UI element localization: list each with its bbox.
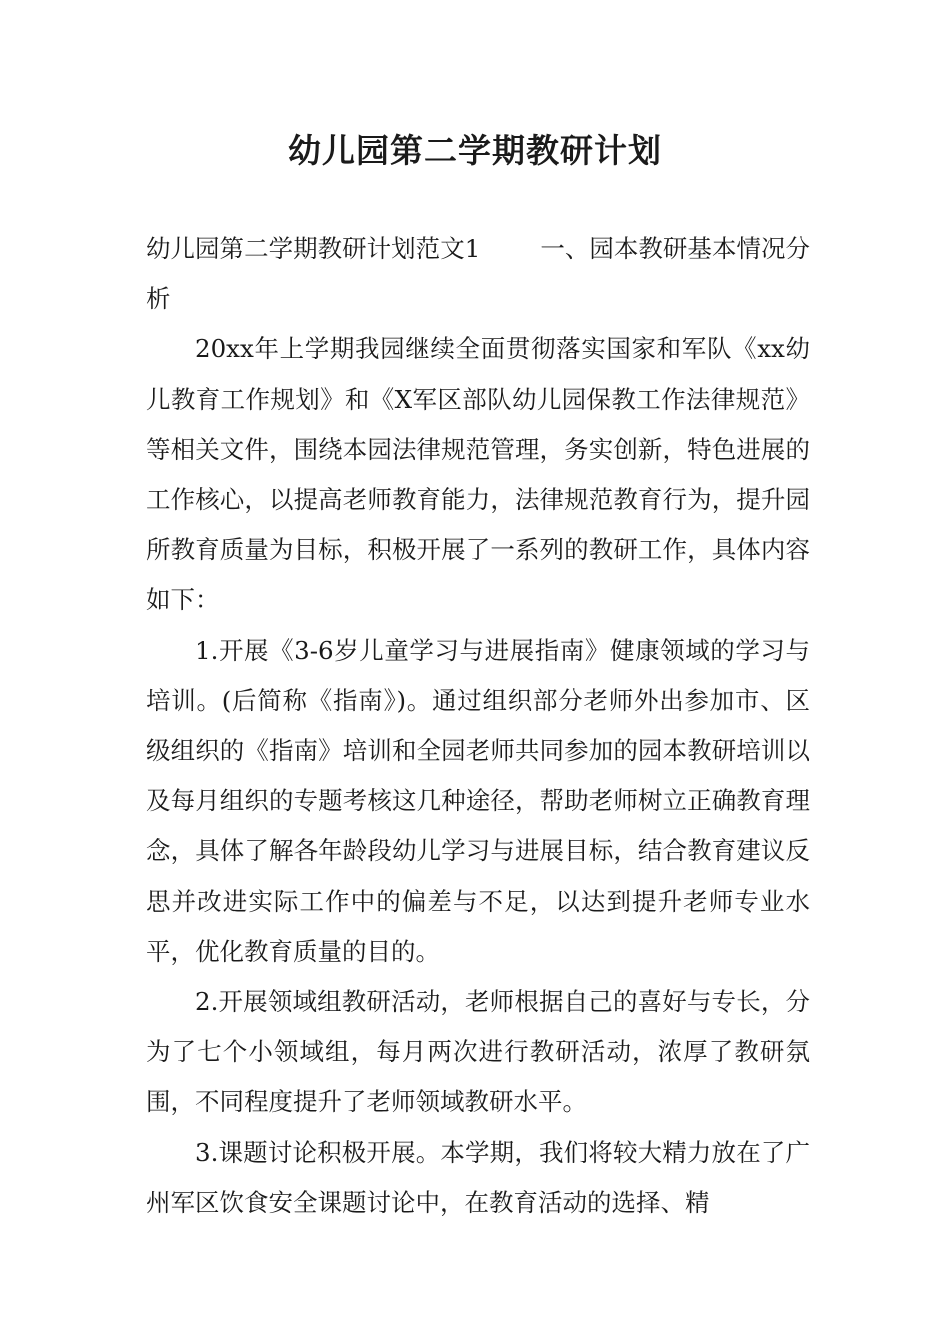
intro-heading-right: 一、园本教研基本情况分析 [146,234,810,314]
paragraph-item-1: 1.开展《3-6岁儿童学习与进展指南》健康领域的学习与培训。(后简称《指南》)。通过组织部分老师外出参加市、区级组织的《指南》培训和全园老师共同参加的园本教研培训以及每月组织的专题考核这几种途径，帮助老师树立正确教育理念，具体了解各年龄段幼儿学习与进展目标，结合教育建议反思并改进实际工作中的偏差与不足，以达到提升老师专业水平，优化教育质量的目的。 [146,635,810,966]
document-title: 幼儿园第二学期教研计划 [288,131,662,170]
document-body [146,224,810,1228]
intro-heading-left: 幼儿园第二学期教研计划范文1 [146,234,481,263]
intro-heading [146,224,810,324]
paragraph-overview: 20xx年上学期我园继续全面贯彻落实国家和军队《xx幼儿教育工作规划》和《X军区部队幼儿园保教工作法律规范》等相关文件，围绕本园法律规范管理，务实创新，特色进展的工作核心，以提高老师教育能力，法律规范教育行为，提升园所教育质量为目标，积极开展了一系列的教研工作，具体内容如下： [146,334,810,615]
paragraph-item-3: 3.课题讨论积极开展。本学期，我们将较大精力放在了广州军区饮食安全课题讨论中，在教育活动的选择、精 [146,1137,810,1217]
paragraph-item-2: 2.开展领域组教研活动，老师根据自己的喜好与专长，分为了七个小领域组，每月两次进行教研活动，浓厚了教研氛围，不同程度提升了老师领域教研水平。 [146,987,810,1117]
